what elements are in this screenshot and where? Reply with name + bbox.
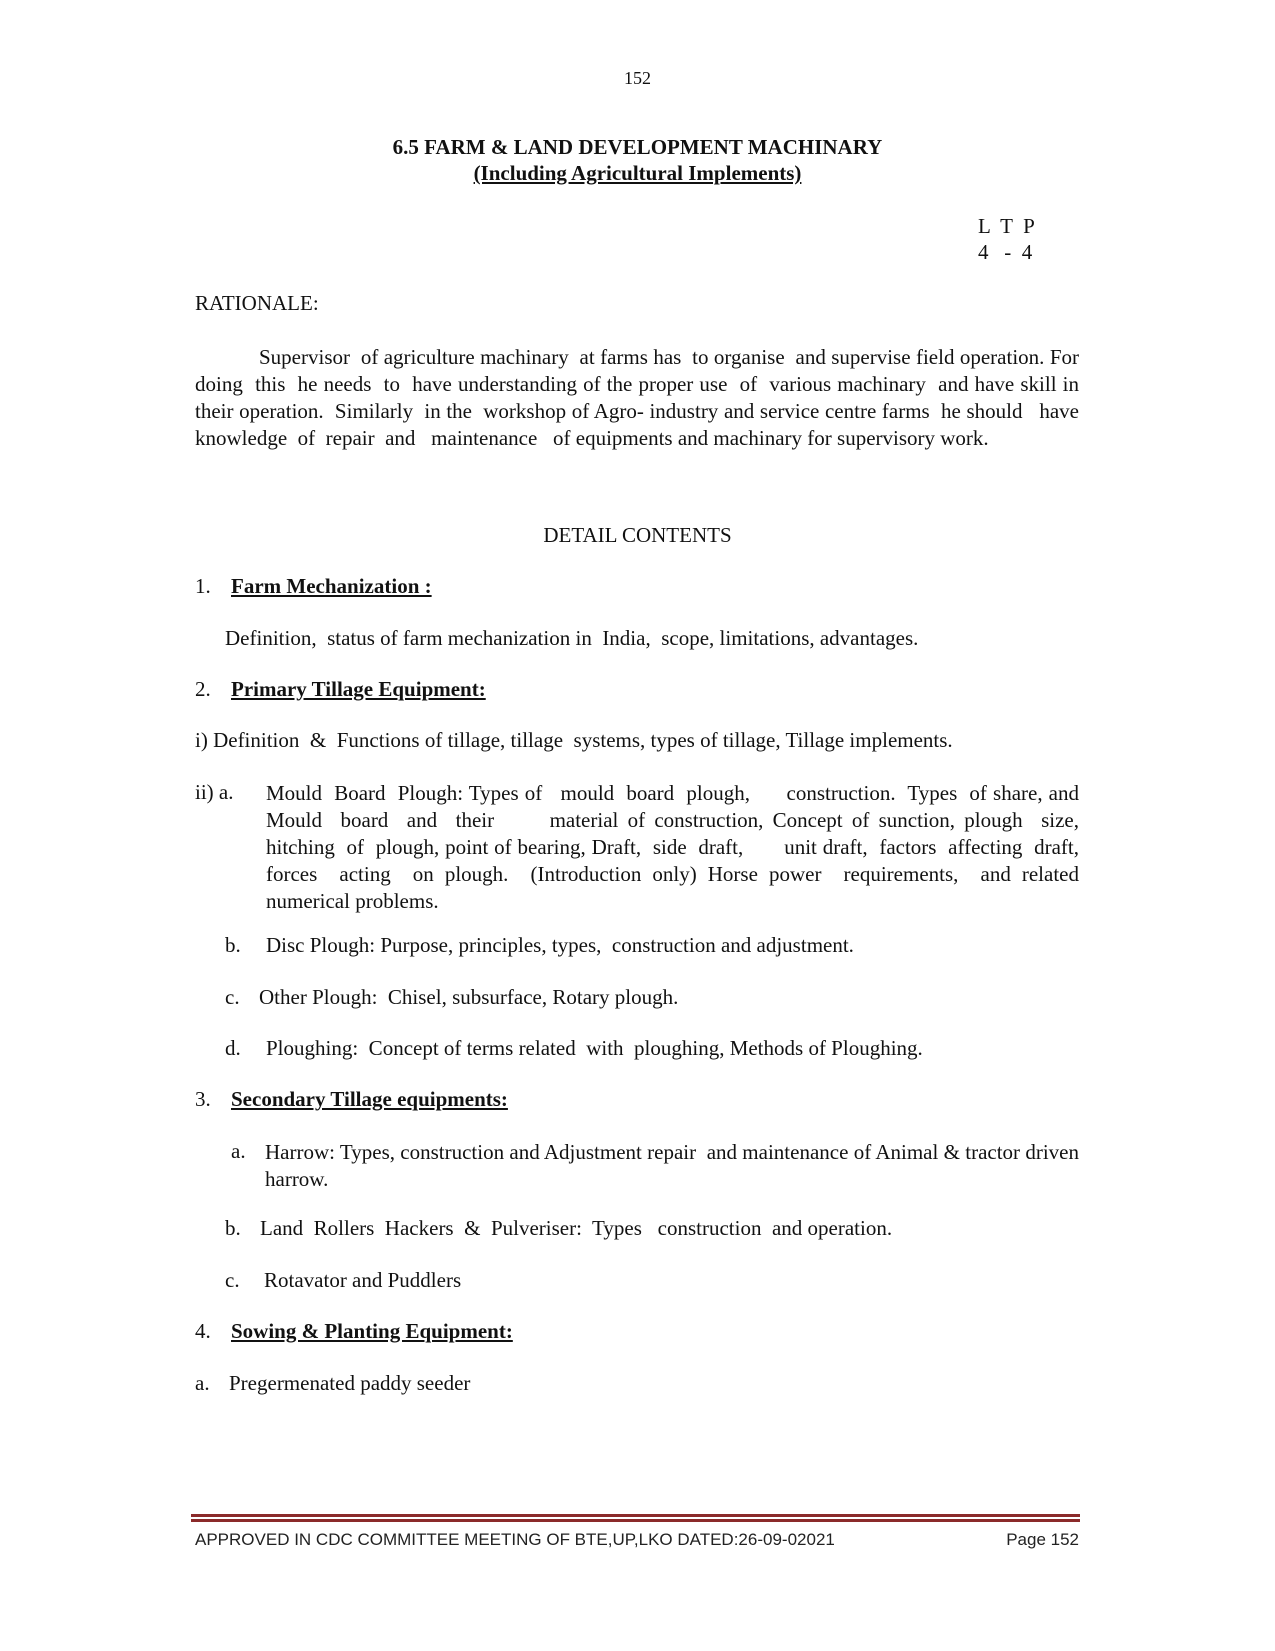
- section-3-number: 3.: [195, 1087, 211, 1111]
- section-2-item-d: Ploughing: Concept of terms related with ploughing, Methods of Ploughing.: [266, 1036, 923, 1060]
- section-2-item-i: i) Definition & Functions of tillage, tillage systems, types of tillage, Tillage implements.: [195, 728, 953, 752]
- footer-page-number: Page 152: [1006, 1530, 1079, 1549]
- section-2-item-c-label: c.: [225, 985, 240, 1009]
- section-4-item-a: Pregermenated paddy seeder: [229, 1371, 471, 1395]
- section-1-heading: Farm Mechanization :: [231, 574, 432, 598]
- section-2-item-ii-a: Mould Board Plough: Types of mould board plough, construction. Types of share, and Mould board and their material of construction, Concept of sunction, plough size, hitching of plough, point of bearing, Draft, side draft, unit draft, factors affecting draft, forces acting on plough. (Introduction only) Horse power requirements, and related numerical problems.: [266, 781, 1111, 913]
- ltp-values: 4 - 4: [978, 240, 1033, 264]
- footer-approval-text: APPROVED IN CDC COMMITTEE MEETING OF BTE,UP,LKO DATED:26-09-02021: [195, 1530, 835, 1549]
- section-4-item-a-label: a.: [195, 1371, 210, 1395]
- page-title: 6.5 FARM & LAND DEVELOPMENT MACHINARY: [392, 135, 883, 159]
- footer-rule: [191, 1514, 1080, 1522]
- section-3-item-b: Land Rollers Hackers & Pulveriser: Types construction and operation.: [260, 1216, 893, 1240]
- section-3-heading: Secondary Tillage equipments:: [231, 1087, 508, 1111]
- detail-contents-heading: DETAIL CONTENTS: [543, 523, 732, 547]
- section-2-item-b: Disc Plough: Purpose, principles, types, construction and adjustment.: [266, 933, 854, 957]
- section-3-item-c-label: c.: [225, 1268, 240, 1292]
- section-3-item-b-label: b.: [225, 1216, 241, 1240]
- page-number-top: 152: [624, 68, 651, 88]
- rationale-text: Supervisor of agriculture machinary at farms has to organise and supervise field operation. For doing this he needs to have understanding of the proper use of various machinary and have skill in their operation. Similarly in the workshop of Agro- industry and service centre farms he should have knowledge of repair and maintenance of equipments and machinary for supervisory work.: [195, 345, 1090, 450]
- section-3-item-a: Harrow: Types, construction and Adjustment repair and maintenance of Animal & tractor driven harrow.: [265, 1140, 1085, 1191]
- section-2-item-c: Other Plough: Chisel, subsurface, Rotary plough.: [259, 985, 679, 1009]
- page-subtitle: (Including Agricultural Implements): [473, 161, 802, 185]
- section-2-item-d-label: d.: [225, 1036, 241, 1060]
- rationale-heading: RATIONALE:: [195, 291, 319, 315]
- section-1-number: 1.: [195, 574, 211, 598]
- section-4-heading: Sowing & Planting Equipment:: [231, 1319, 513, 1343]
- section-2-heading: Primary Tillage Equipment:: [231, 677, 486, 701]
- section-2-number: 2.: [195, 677, 211, 701]
- section-2-item-ii-label: ii) a.: [195, 780, 234, 804]
- section-3-item-c: Rotavator and Puddlers: [264, 1268, 462, 1292]
- section-1-text: Definition, status of farm mechanization in India, scope, limitations, advantages.: [225, 626, 919, 650]
- ltp-header: L T P: [978, 214, 1035, 238]
- section-4-number: 4.: [195, 1319, 211, 1343]
- section-2-item-b-label: b.: [225, 933, 241, 957]
- section-3-item-a-label: a.: [231, 1139, 246, 1163]
